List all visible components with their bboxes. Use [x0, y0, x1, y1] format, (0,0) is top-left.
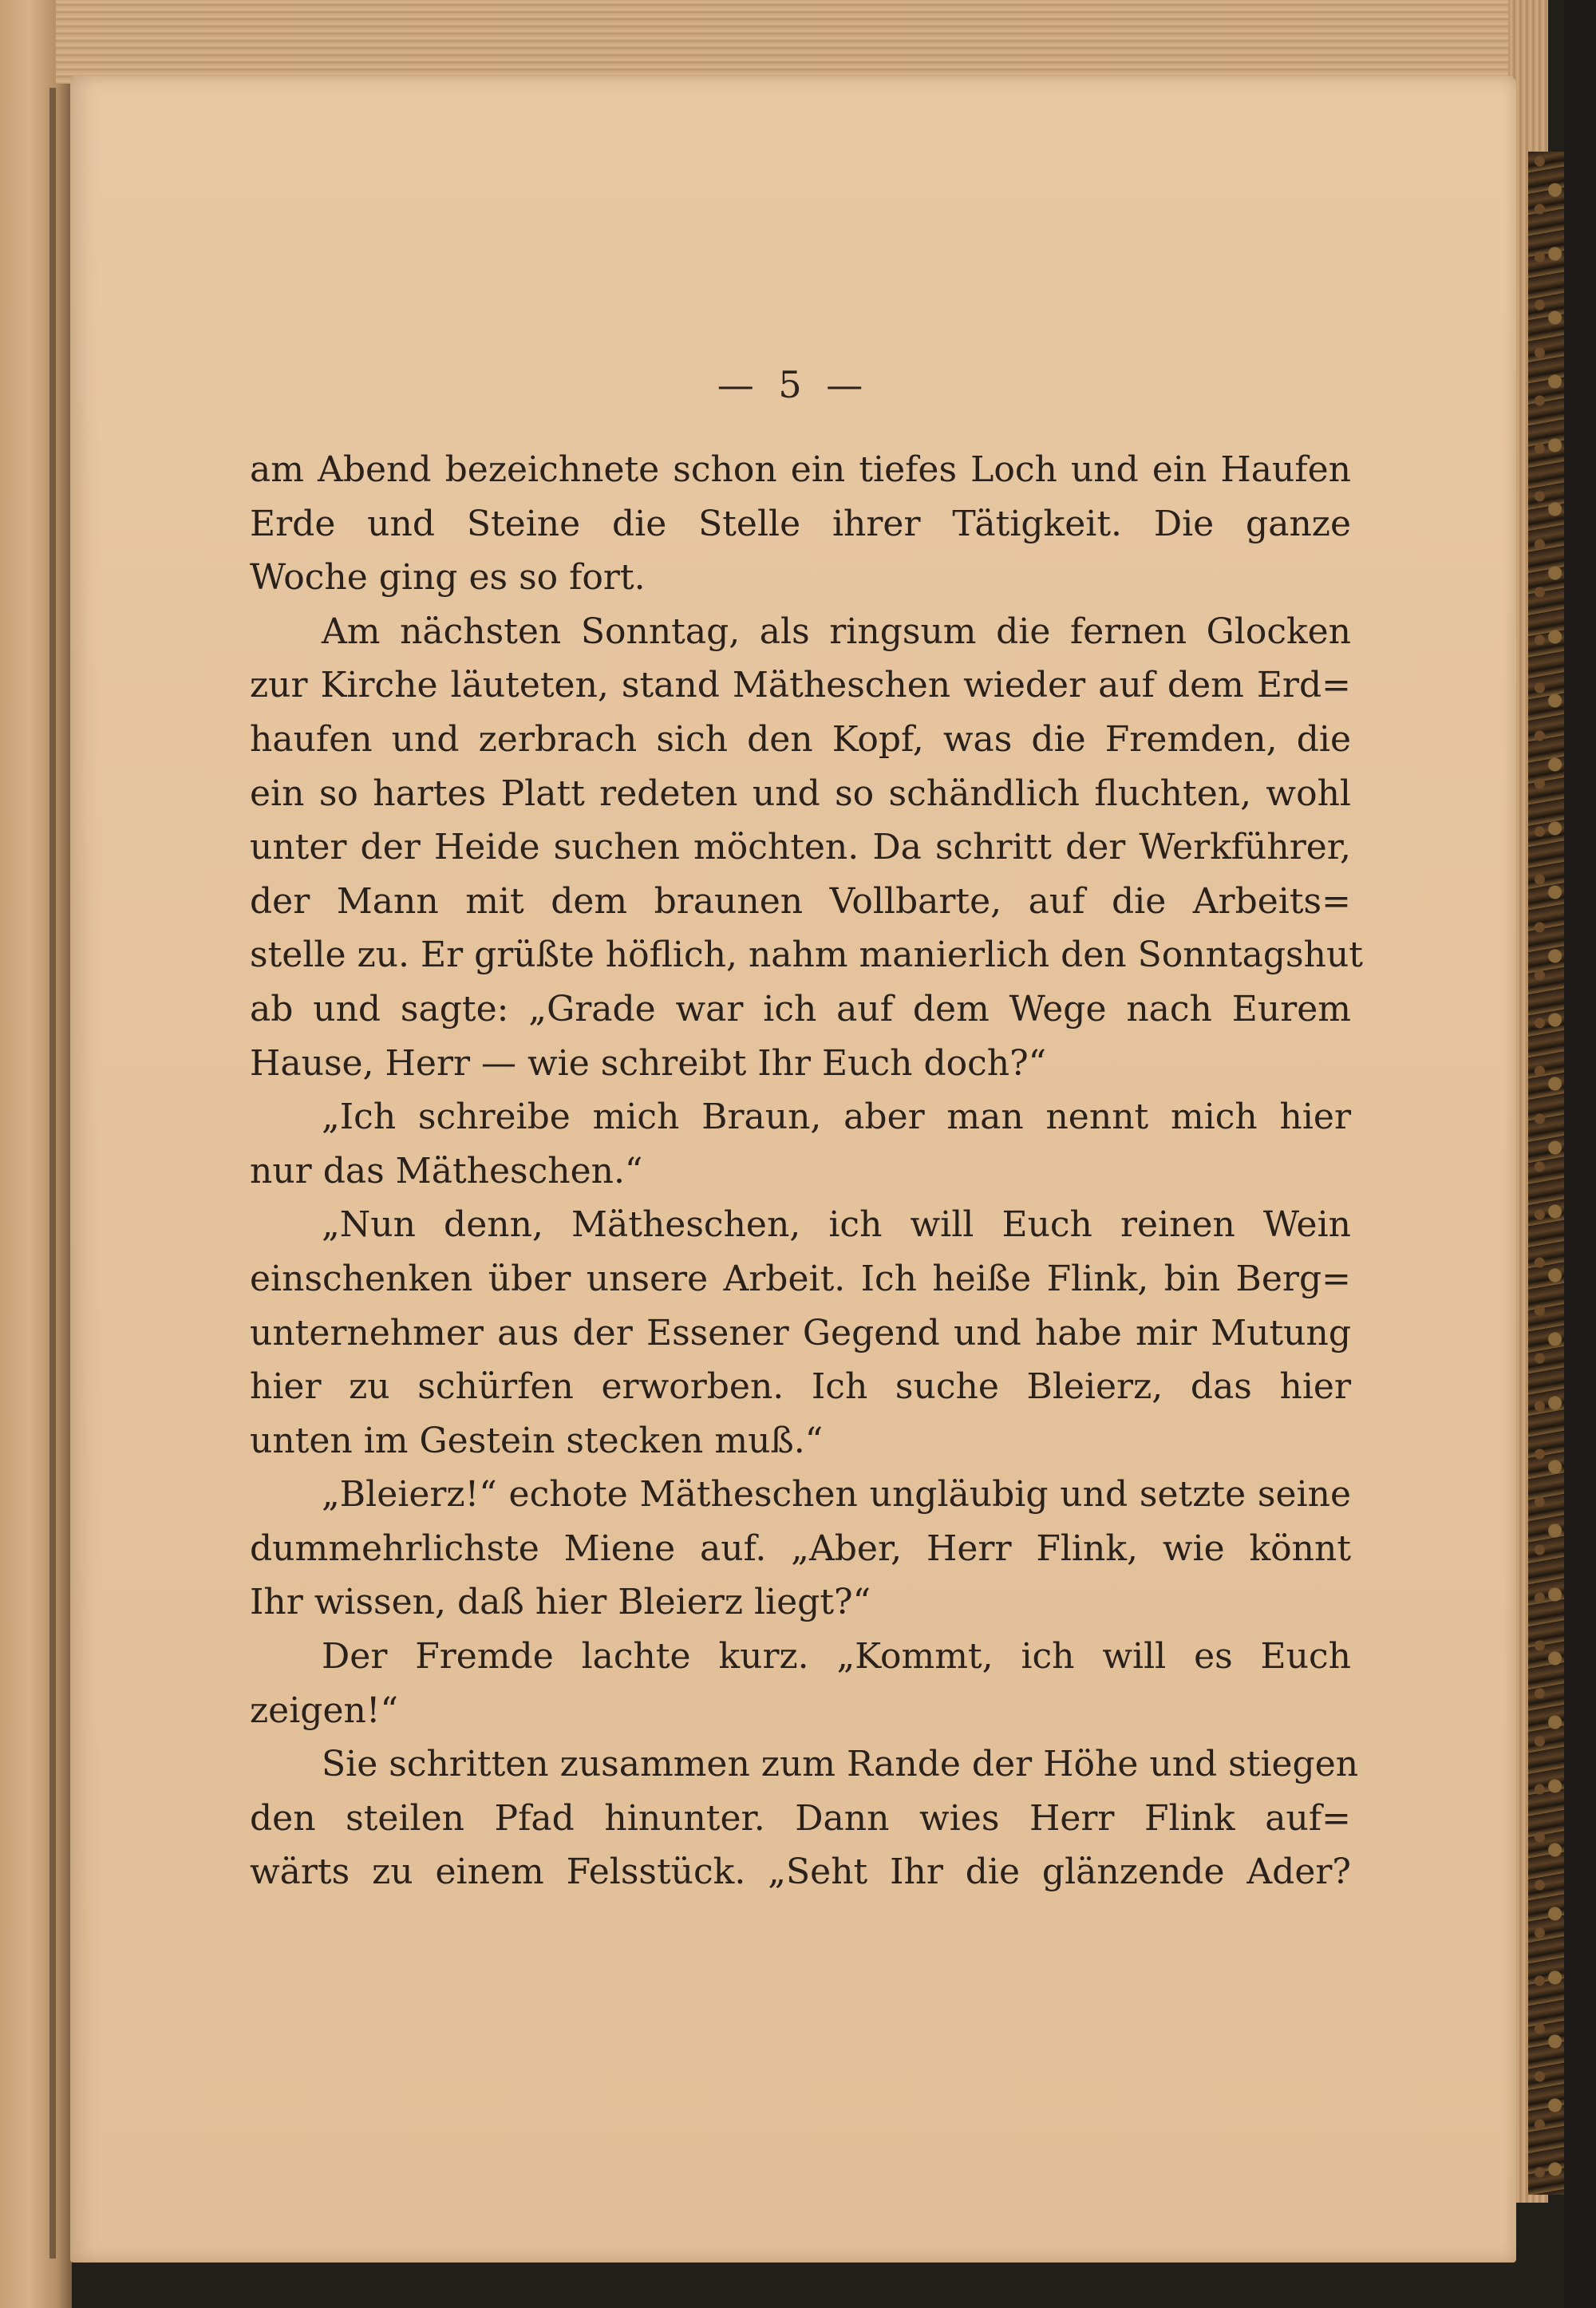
- text-line: ein so hartes Platt redeten und so schändlich fluchten, wohl: [250, 773, 1351, 814]
- page-stack-top: [56, 0, 1508, 84]
- text-line: zeigen!“: [250, 1690, 399, 1731]
- text-line: hier zu schürfen erworben. Ich suche Bleierz, das hier: [250, 1366, 1351, 1408]
- text-line: „Ich schreibe mich Braun, aber man nennt mich hier: [322, 1097, 1351, 1138]
- background-right: [1564, 0, 1596, 2308]
- gutter-shadow: [49, 88, 56, 2259]
- text-line: Sie schritten zusammen zum Rande der Höhe und stiegen: [322, 1744, 1359, 1785]
- text-line: Woche ging es so fort.: [250, 557, 646, 599]
- text-line: unten im Gestein stecken muß.“: [250, 1420, 824, 1461]
- text-line: Erde und Steine die Stelle ihrer Tätigkeit. Die ganze: [250, 503, 1351, 544]
- text-line: Hause, Herr — wie schreibt Ihr Euch doch?“: [250, 1042, 1047, 1084]
- text-line: Der Fremde lachte kurz. „Kommt, ich will es Euch: [322, 1636, 1351, 1678]
- text-line: nur das Mätheschen.“: [250, 1150, 643, 1192]
- text-line: unter der Heide suchen möchten. Da schritt der Werkführer,: [250, 827, 1351, 868]
- previous-page-edge: [0, 0, 72, 2308]
- text-line: ab und sagte: „Grade war ich auf dem Wege nach Eurem: [250, 988, 1351, 1030]
- text-line: der Mann mit dem braunen Vollbarte, auf die Arbeits=: [250, 880, 1351, 922]
- marbled-cover-edge: [1528, 152, 1566, 2195]
- text-line: wärts zu einem Felsstück. „Seht Ihr die glänzende Ader?: [250, 1852, 1351, 1893]
- text-line: stelle zu. Er grüßte höflich, nahm manierlich den Sonntagshut: [250, 935, 1363, 976]
- text-line: „Nun denn, Mätheschen, ich will Euch reinen Wein: [322, 1204, 1351, 1246]
- text-line: Ihr wissen, daß hier Bleierz liegt?“: [250, 1582, 871, 1623]
- text-line: haufen und zerbrach sich den Kopf, was die Fremden, die: [250, 718, 1351, 760]
- text-line: dummehrlichste Miene auf. „Aber, Herr Flink, wie könnt: [250, 1527, 1351, 1569]
- text-line: „Bleierz!“ echote Mätheschen ungläubig und setzte seine: [322, 1474, 1351, 1516]
- page-number: — 5 —: [717, 363, 870, 406]
- text-line: Am nächsten Sonntag, als ringsum die fernen Glocken: [322, 611, 1351, 652]
- book-page: [70, 76, 1516, 2263]
- text-line: am Abend bezeichnete schon ein tiefes Loch und ein Haufen: [250, 449, 1351, 490]
- body-text: [250, 443, 1363, 1899]
- text-line: unternehmer aus der Essener Gegend und habe mir Mutung: [250, 1312, 1351, 1354]
- text-line: zur Kirche läuteten, stand Mätheschen wieder auf dem Erd=: [250, 665, 1351, 706]
- text-line: den steilen Pfad hinunter. Dann wies Herr Flink auf=: [250, 1797, 1351, 1839]
- text-line: einschenken über unsere Arbeit. Ich heiße Flink, bin Berg=: [250, 1258, 1351, 1299]
